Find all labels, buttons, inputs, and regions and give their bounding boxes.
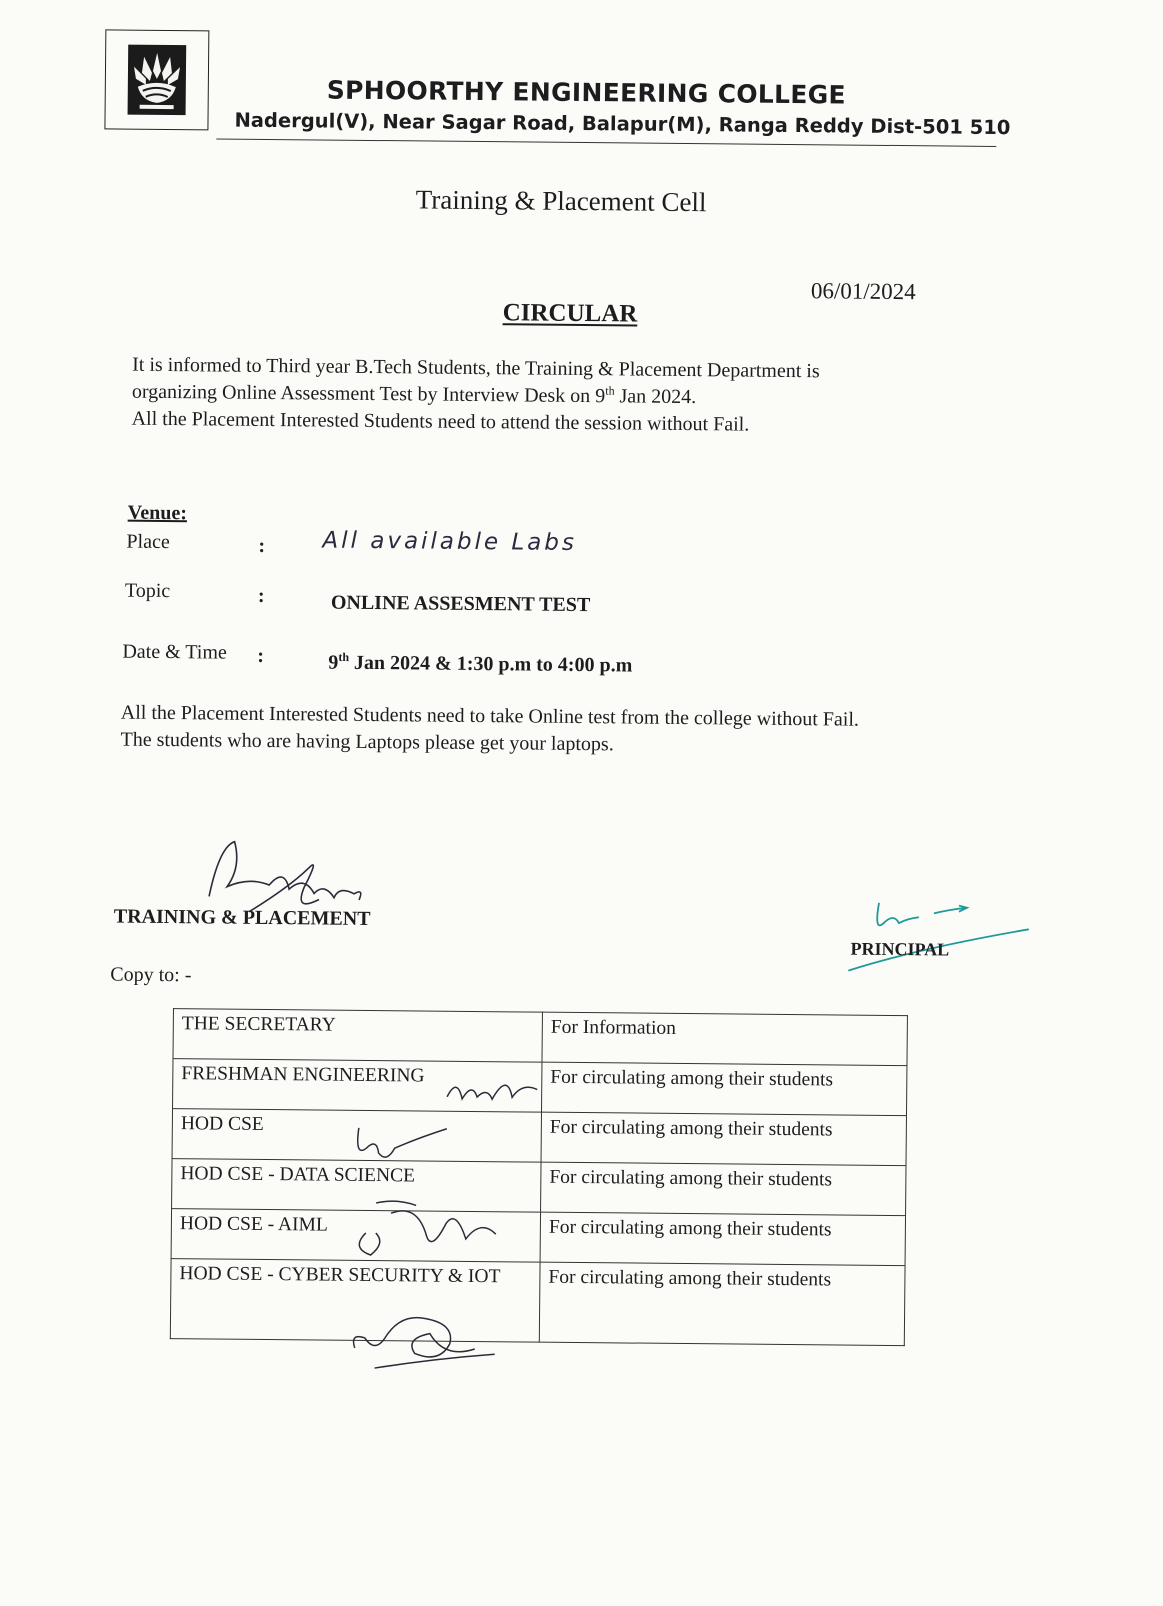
intro-text: Jan 2024. [614, 385, 697, 409]
topic-colon: : [257, 584, 265, 607]
department-title: Training & Placement Cell [415, 184, 707, 218]
purpose-cell: For circulating among their students [539, 1262, 905, 1346]
datetime-day: 9 [328, 651, 339, 674]
purpose-cell: For circulating among their students [540, 1212, 905, 1266]
closing-paragraph [120, 700, 960, 762]
table-row [173, 1009, 907, 1066]
purpose-cell: For circulating among their students [541, 1162, 906, 1216]
ordinal-suffix: th [338, 650, 350, 665]
purpose-cell: For Information [542, 1012, 907, 1066]
place-colon: : [258, 534, 266, 557]
training-placement-signatory: TRAINING & PLACEMENT [113, 905, 371, 930]
college-logo [104, 29, 209, 130]
hod-cyber-receipt-signature [344, 1298, 505, 1380]
recipient-cell: THE SECRETARY [173, 1009, 542, 1063]
freshman-receipt-signature [437, 1067, 557, 1118]
recipient-cell: HOD CSE - DATA SCIENCE [172, 1159, 541, 1213]
place-value: All available Labs [322, 527, 578, 556]
intro-line: All the Placement Interested Students need to attend the session without Fail. [131, 407, 750, 436]
purpose-cell: For circulating among their students [541, 1112, 906, 1166]
venue-heading: Venue: [127, 501, 188, 525]
table-row [171, 1209, 905, 1266]
college-name: SPHOORTHY ENGINEERING COLLEGE [326, 75, 847, 110]
closing-line: The students who are having Laptops please get your laptops. [120, 728, 614, 756]
table-row [172, 1159, 906, 1216]
circular-title: CIRCULAR [502, 299, 638, 328]
hod-aiml-receipt-signature [336, 1193, 517, 1265]
topic-value: ONLINE ASSESMENT TEST [330, 591, 591, 617]
copy-to-table [170, 1008, 908, 1346]
purpose-cell: For circulating among their students [542, 1062, 907, 1116]
table-row [170, 1259, 905, 1346]
recipient-cell: HOD CSE - CYBER SECURITY & IOT [170, 1259, 540, 1343]
copy-to-label: Copy to: - [110, 963, 192, 987]
datetime-rest: Jan 2024 & 1:30 p.m to 4:00 p.m [348, 651, 633, 677]
intro-paragraph [132, 352, 933, 441]
intro-text: organizing Online Assessment Test by Interview Desk on 9 [131, 380, 606, 408]
college-address: Nadergul(V), Near Sagar Road, Balapur(M), Ranga Reddy Dist-501 510 [234, 108, 1011, 140]
intro-line: It is informed to Third year B.Tech Students, the Training & Placement Department is [132, 353, 820, 383]
datetime-label: Date & Time [122, 640, 227, 664]
datetime-value [328, 652, 632, 678]
ordinal-suffix: th [605, 383, 615, 398]
recipient-cell: HOD CSE [172, 1109, 541, 1163]
closing-line: All the Placement Interested Students need to take Online test from the college without Fail. [120, 701, 860, 731]
lotus-icon [128, 45, 187, 116]
datetime-colon: : [257, 644, 265, 667]
recipient-cell: FRESHMAN ENGINEERING [173, 1059, 542, 1113]
hod-cse-receipt-signature [346, 1118, 456, 1169]
topic-label: Topic [124, 579, 171, 603]
circular-date: 06/01/2024 [810, 278, 916, 305]
place-label: Place [126, 530, 170, 554]
recipient-cell: HOD CSE - AIML [171, 1209, 540, 1263]
header-divider [216, 138, 996, 146]
principal-signatory: PRINCIPAL [850, 938, 950, 960]
